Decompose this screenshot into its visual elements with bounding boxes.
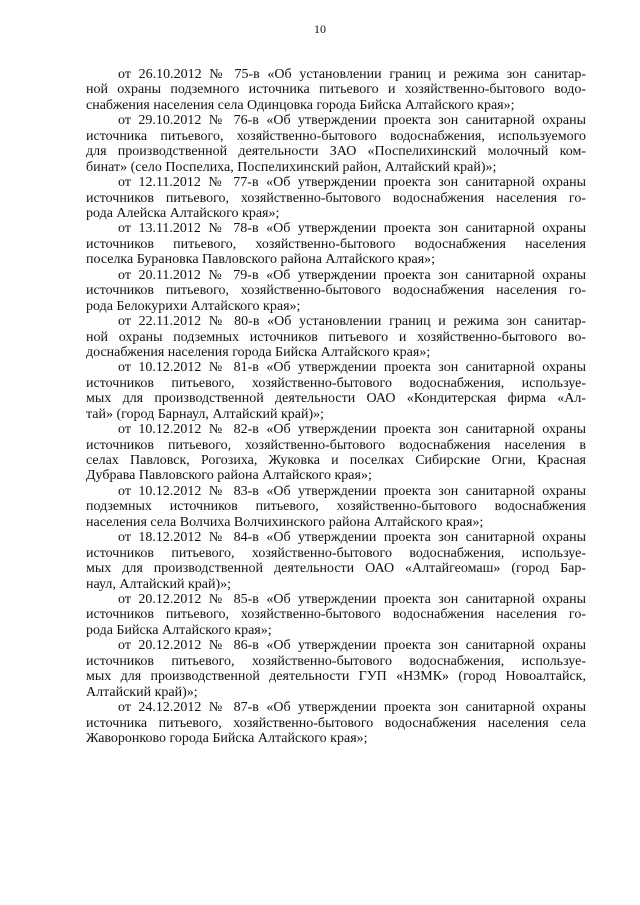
paragraph-line: Жаворонково города Бийска Алтайского края»; [86, 731, 368, 746]
paragraph-line: от 10.12.2012 № 82-в «Об утверждении проекта зон санитарной охраны [118, 422, 586, 438]
decree-paragraph [86, 268, 586, 314]
decree-paragraph [86, 221, 586, 267]
paragraph-line: от 18.12.2012 № 84-в «Об утверждении проекта зон санитарной охраны [118, 530, 586, 546]
paragraph-line: источников питьевого, хозяйственно-бытового водоснабжения населения [86, 236, 586, 252]
paragraph-line: рода Белокурихи Алтайского края»; [86, 298, 301, 314]
paragraph-line: источников питьевого, хозяйственно-бытового водоснабжения населения го- [86, 283, 586, 299]
paragraph-line: селах Павловск, Рогозиха, Жуковка и поселках Сибирские Огни, Красная [86, 453, 586, 469]
paragraph-line: от 22.11.2012 № 80-в «Об установлении границ и режима зон санитар- [118, 314, 586, 330]
decree-paragraph [86, 484, 586, 530]
paragraph-line: от 26.10.2012 № 75-в «Об установлении границ и режима зон санитар- [118, 67, 586, 82]
paragraph-line: мых для производственной деятельности ОАО «Алтайгеомаш» (город Бар- [86, 561, 586, 577]
paragraph-line: населения села Волчиха Волчихинского района Алтайского края»; [86, 514, 484, 530]
paragraph-line: Алтайский край)»; [86, 684, 198, 700]
decree-paragraph [86, 422, 586, 484]
paragraph-line: от 29.10.2012 № 76-в «Об утверждении проекта зон санитарной охраны [118, 113, 586, 129]
decree-paragraph [86, 314, 586, 360]
paragraph-line: источников питьевого, хозяйственно-бытового водоснабжения, используе- [86, 375, 586, 391]
decree-paragraph [86, 113, 586, 175]
paragraph-line: рода Алейска Алтайского края»; [86, 205, 280, 221]
paragraph-line: источников питьевого, хозяйственно-бытового водоснабжения населения в [86, 437, 586, 453]
paragraph-line: от 10.12.2012 № 83-в «Об утверждении проекта зон санитарной охраны [118, 483, 586, 499]
paragraph-line: бинат» (село Поспелиха, Поспелихинский район, Алтайский край)»; [86, 159, 497, 175]
paragraph-line: Дубрава Павловского района Алтайского края»; [86, 468, 372, 484]
paragraph-line: источника питьевого, хозяйственно-бытового водоснабжения, используемого [86, 128, 586, 144]
decree-paragraph [86, 360, 586, 422]
paragraph-line: от 12.11.2012 № 77-в «Об утверждении проекта зон санитарной охраны [118, 175, 586, 191]
paragraph-line: наул, Алтайский край)»; [86, 576, 232, 592]
paragraph-line: от 20.11.2012 № 79-в «Об утверждении проекта зон санитарной охраны [118, 267, 586, 283]
paragraph-line: снабжения населения села Одинцовка города Бийска Алтайского края»; [86, 97, 515, 113]
page-number: 10 [314, 22, 326, 36]
paragraph-line: ной охраны подземных источников питьевого и хозяйственно-бытового во- [86, 329, 586, 345]
paragraph-line: от 20.12.2012 № 86-в «Об утверждении проекта зон санитарной охраны [118, 638, 586, 654]
paragraph-line: от 24.12.2012 № 87-в «Об утверждении проекта зон санитарной охраны [118, 700, 586, 716]
paragraph-line: ной охраны подземного источника питьевого и хозяйственно-бытового водо- [86, 82, 586, 98]
paragraph-line: подземных источников питьевого, хозяйственно-бытового водоснабжения [86, 499, 586, 515]
paragraph-line: для производственной деятельности ЗАО «Поспелихинский молочный ком- [86, 144, 586, 160]
paragraph-line: от 20.12.2012 № 85-в «Об утверждении проекта зон санитарной охраны [118, 592, 586, 608]
paragraph-line: от 13.11.2012 № 78-в «Об утверждении проекта зон санитарной охраны [118, 221, 586, 237]
paragraph-line: мых для производственной деятельности ОАО «Кондитерская фирма «Ал- [86, 391, 586, 407]
paragraph-line: поселка Бурановка Павловского района Алтайского края»; [86, 252, 436, 268]
decree-paragraph [86, 638, 586, 700]
paragraph-line: источников питьевого, хозяйственно-бытового водоснабжения, используе- [86, 653, 586, 669]
decree-paragraph [86, 700, 586, 746]
paragraph-line: рода Бийска Алтайского края»; [86, 622, 272, 638]
paragraph-line: источников питьевого, хозяйственно-бытового водоснабжения, используе- [86, 545, 586, 561]
paragraph-line: мых для производственной деятельности ГУП «НЗМК» (город Новоалтайск, [86, 669, 586, 685]
decree-paragraph [86, 175, 586, 221]
paragraph-line: от 10.12.2012 № 81-в «Об утверждении проекта зон санитарной охраны [118, 360, 586, 376]
paragraph-line: доснабжения населения города Бийска Алтайского края»; [86, 344, 431, 360]
document-body [86, 67, 586, 746]
paragraph-line: источников питьевого, хозяйственно-бытового водоснабжения населения го- [86, 190, 586, 206]
decree-paragraph [86, 592, 586, 638]
decree-paragraph [86, 530, 586, 592]
paragraph-line: источника питьевого, хозяйственно-бытового водоснабжения населения села [86, 715, 586, 731]
decree-paragraph [86, 67, 586, 113]
paragraph-line: тай» (город Барнаул, Алтайский край)»; [86, 406, 325, 422]
paragraph-line: источников питьевого, хозяйственно-бытового водоснабжения населения го- [86, 607, 586, 623]
